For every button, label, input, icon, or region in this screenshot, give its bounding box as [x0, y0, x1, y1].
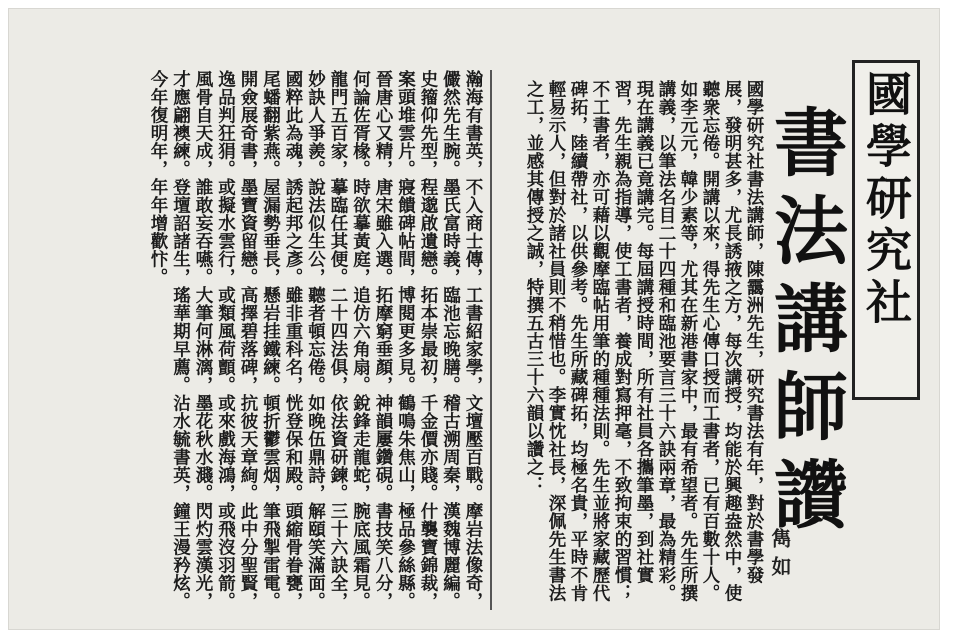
- column-divider: [490, 70, 492, 610]
- article-byline: 雋如: [768, 528, 792, 584]
- article-kicker: 國學研究社: [859, 70, 913, 330]
- article-intro: [503, 80, 765, 615]
- article-title: 書法講師讚: [762, 104, 848, 544]
- intro-paragraph: 國學研究社書法講師，陳靄洲先生，研究書法有年，對於書學發展，發明甚多，尤長誘掖之方，每次講授，均能於興趣盎然中，使聽衆忘倦。開講以來，得先生心傳口授而工書者，已有百數十人。如李元元，韓少素等，尤其在新港書家中，最有希望者。先生所撰講義，以筆法名目二十四種和臨池要言三十六訣兩章，最為精彩。現在講義已竟講完。每屆講授時間，所有社員各攜筆墨，到社實習，先生親為指導，使工書者，養成對寫押毫，不致拘束的習慣；不工書者，亦可藉以觀摩臨帖用筆的種種法則。先生並將家藏歷代碑拓，陸續帶社，以供參考。先生所藏碑拓，均極名貴，平時不肯輕易示人，但對於諸社員則不稍惜也。李實忱社長，深佩先生書法之工，並感其傳授之誠，特撰五古三十六韻以讚之：: [524, 80, 764, 602]
- article-verse: [14, 70, 484, 615]
- verse-paragraph: 瀚海有書英，不入商士傳，工書紹家學，文壇壓百戰。摩岩法像奇，儼然先生腕。墨氏富時義，臨池忘晚膳。稽古溯周秦，漢魏博麗編。史籀仰先型，程邈啟遺戀。拓本崇最初，千金價亦賤。什襲寶錦裁，案頭堆雲片。寢饋碑帖間，博閱更多見。鶴鳴朱焦山，極品參絲縣。晉唐心又精，唐宋雖入選。拓摩窮垂顏，神韻屢鑽硯。書技笑八分，何論佐胥椽。時欲摹黃庭，追仿六角扇。銳鋒走龍蛇，腕底風霜見。龍門五百家，摹臨任其便。二十四法俱，依法資研鍊。三十六訣全，妙訣人爭羨。說法似生公，聽者頓忘倦。如晚伍鼎詩，解頤笑滿面。國粹此為魂，誘起邦之彥。雖非重科名，恍登保和殿。頭縮骨眷甕，尾蟠翻紫燕。屋漏勢垂長，懸岩挂鐵練。頓折鬱雲烟，筆飛掣雷電。開僉展奇書，墨寶資留戀。高擇碧落碑，抗彼天章絢。此中分聖賢，逸品判狂狷。或擬水雲行，或類風荷顫。或來戲海鴻，或飛沒羽箭。風骨自天成，誰敢妄吞嚥。大筆何淋漓，墨花秋水濺。閃灼雲漢光，才應翩襖練。登壇詔諸生，瑤華期早薦。沾水毓書英，鐘王漫矜炫。今年復明年，年年增歡忭。: [148, 70, 483, 610]
